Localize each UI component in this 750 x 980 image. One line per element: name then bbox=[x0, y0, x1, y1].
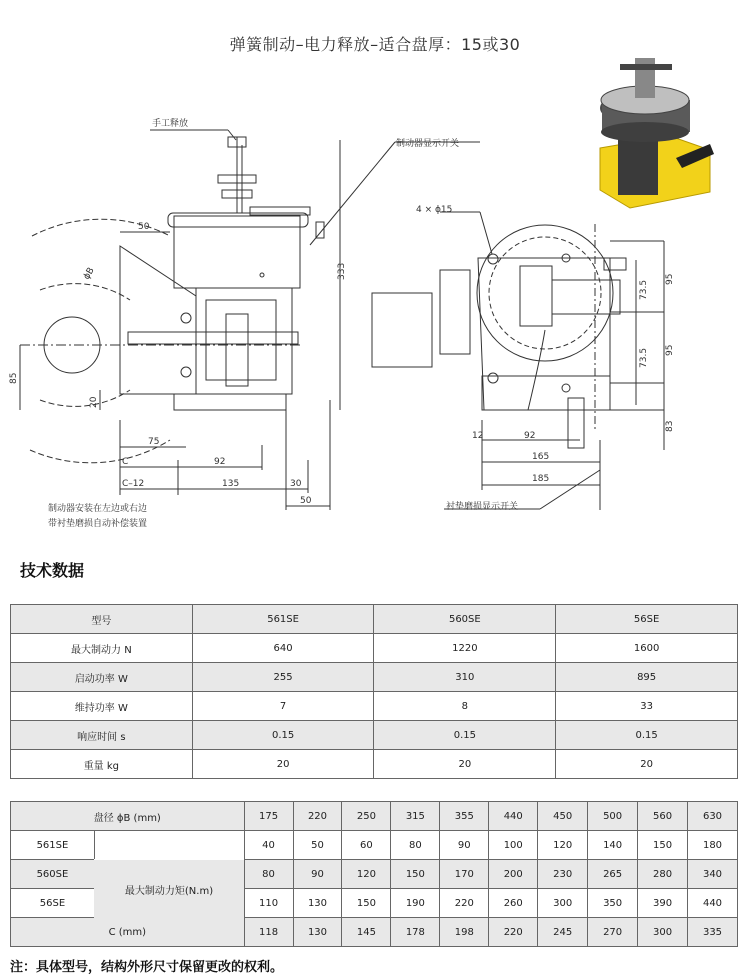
cell: 440 bbox=[688, 889, 738, 918]
dim-185: 185 bbox=[532, 474, 550, 484]
torque-label-text: 最大制动力矩(N.m) bbox=[94, 859, 244, 918]
cell: 130 bbox=[293, 918, 342, 947]
cell: 220 bbox=[293, 802, 342, 831]
cell: 20 bbox=[374, 750, 556, 779]
cell: 280 bbox=[638, 860, 688, 889]
cell: 50 bbox=[293, 831, 342, 860]
header-560se: 560SE bbox=[374, 605, 556, 634]
label-wear-switch: 衬垫磨损显示开关 bbox=[446, 502, 519, 512]
cell: 130 bbox=[293, 889, 342, 918]
cell: 175 bbox=[244, 802, 293, 831]
cell: 80 bbox=[391, 831, 440, 860]
dim-20: 20 bbox=[89, 396, 99, 408]
cell: 300 bbox=[538, 889, 588, 918]
cell: 120 bbox=[538, 831, 588, 860]
cell: 60 bbox=[342, 831, 391, 860]
cell: 310 bbox=[374, 663, 556, 692]
cell: 90 bbox=[293, 860, 342, 889]
dim-333: 333 bbox=[337, 262, 347, 280]
table-row bbox=[11, 750, 738, 779]
header-561se: 561SE bbox=[192, 605, 374, 634]
dim-85: 85 bbox=[9, 372, 19, 384]
cell: 560 bbox=[638, 802, 688, 831]
table-row bbox=[11, 721, 738, 750]
row-label: 重量 kg bbox=[11, 750, 193, 779]
cell: 230 bbox=[538, 860, 588, 889]
cell: 630 bbox=[688, 802, 738, 831]
cell: 100 bbox=[489, 831, 538, 860]
section-title: 技术数据 bbox=[20, 561, 85, 580]
cell: 245 bbox=[538, 918, 588, 947]
cell: 40 bbox=[244, 831, 293, 860]
cell: 33 bbox=[556, 692, 738, 721]
table-row bbox=[11, 918, 738, 947]
label-phi-b: ϕB bbox=[81, 265, 97, 282]
cell: 140 bbox=[588, 831, 638, 860]
cell: 145 bbox=[342, 918, 391, 947]
header-disc-diameter: 盘径 ϕB (mm) bbox=[11, 802, 245, 831]
dim-75: 75 bbox=[148, 437, 160, 447]
cell: 80 bbox=[244, 860, 293, 889]
cell: 355 bbox=[440, 802, 489, 831]
header-56se: 56SE bbox=[556, 605, 738, 634]
dim-165: 165 bbox=[532, 452, 550, 462]
cell: 335 bbox=[688, 918, 738, 947]
dim-92-left: 92 bbox=[214, 457, 226, 467]
cell: 170 bbox=[440, 860, 489, 889]
cell: 180 bbox=[688, 831, 738, 860]
model-label: 56SE bbox=[11, 889, 95, 918]
cell: 8 bbox=[374, 692, 556, 721]
cell: 0.15 bbox=[556, 721, 738, 750]
row-label: 启动功率 W bbox=[11, 663, 193, 692]
dim-c-12: C–12 bbox=[122, 479, 145, 489]
cell: 315 bbox=[391, 802, 440, 831]
cell: 120 bbox=[342, 860, 391, 889]
cell: 150 bbox=[638, 831, 688, 860]
footer-note: 注：具体型号，结构外形尺寸保留更改的权利。 bbox=[10, 960, 284, 975]
cell: 640 bbox=[192, 634, 374, 663]
cell: 190 bbox=[391, 889, 440, 918]
cell: 260 bbox=[489, 889, 538, 918]
cell: 350 bbox=[588, 889, 638, 918]
cell: 198 bbox=[440, 918, 489, 947]
dim-30: 30 bbox=[290, 479, 302, 489]
cell: 500 bbox=[588, 802, 638, 831]
cell: 0.15 bbox=[374, 721, 556, 750]
table-row bbox=[11, 663, 738, 692]
dim-50-top: 50 bbox=[138, 222, 150, 232]
table-row bbox=[11, 802, 738, 831]
cell: 390 bbox=[638, 889, 688, 918]
label-manual-release: 手工释放 bbox=[152, 119, 189, 129]
cell: 265 bbox=[588, 860, 638, 889]
dim-135: 135 bbox=[222, 479, 240, 489]
cell: 895 bbox=[556, 663, 738, 692]
cell: 7 bbox=[192, 692, 374, 721]
cell: 250 bbox=[342, 802, 391, 831]
cell: 150 bbox=[391, 860, 440, 889]
dim-95-a: 95 bbox=[665, 273, 675, 285]
c-label: C (mm) bbox=[11, 918, 245, 947]
dim-83: 83 bbox=[665, 420, 675, 432]
dim-12: 12 bbox=[472, 431, 484, 441]
cell: 1220 bbox=[374, 634, 556, 663]
dim-73-5-b: 73.5 bbox=[639, 347, 649, 368]
cell: 150 bbox=[342, 889, 391, 918]
row-label: 响应时间 s bbox=[11, 721, 193, 750]
model-label: 560SE bbox=[11, 860, 95, 889]
cell: 270 bbox=[588, 918, 638, 947]
label-holes: 4 × ϕ15 bbox=[416, 205, 453, 215]
cell: 20 bbox=[556, 750, 738, 779]
model-label: 561SE bbox=[11, 831, 95, 860]
table-row bbox=[11, 831, 738, 860]
label-brake-switch: 制动器显示开关 bbox=[396, 139, 460, 149]
header-model: 型号 bbox=[11, 605, 193, 634]
dim-50-bottom: 50 bbox=[300, 496, 312, 506]
dim-95-b: 95 bbox=[665, 344, 675, 356]
dim-c: C bbox=[122, 457, 129, 467]
cell: 20 bbox=[192, 750, 374, 779]
cell: 255 bbox=[192, 663, 374, 692]
table-row bbox=[11, 634, 738, 663]
cell: 220 bbox=[489, 918, 538, 947]
cell: 0.15 bbox=[192, 721, 374, 750]
cell: 110 bbox=[244, 889, 293, 918]
cell: 340 bbox=[688, 860, 738, 889]
dim-73-5-a: 73.5 bbox=[639, 279, 649, 300]
note-wear: 带衬垫磨损自动补偿装置 bbox=[48, 519, 148, 529]
row-label: 维持功率 W bbox=[11, 692, 193, 721]
cell: 450 bbox=[538, 802, 588, 831]
table-row bbox=[11, 692, 738, 721]
cell: 178 bbox=[391, 918, 440, 947]
cell: 300 bbox=[638, 918, 688, 947]
page-title: 弹簧制动–电力释放–适合盘厚：15或30 bbox=[229, 35, 521, 54]
brake-disc-front bbox=[477, 225, 613, 361]
note-mount: 制动器安装在左边或右边 bbox=[48, 504, 148, 514]
dim-92-right: 92 bbox=[524, 431, 536, 441]
cell: 200 bbox=[489, 860, 538, 889]
cell: 220 bbox=[440, 889, 489, 918]
cell: 118 bbox=[244, 918, 293, 947]
product-photo bbox=[590, 40, 730, 220]
row-label: 最大制动力 N bbox=[11, 634, 193, 663]
cell: 90 bbox=[440, 831, 489, 860]
table-row bbox=[11, 605, 738, 634]
spec-table bbox=[10, 604, 738, 779]
cell: 440 bbox=[489, 802, 538, 831]
cell: 1600 bbox=[556, 634, 738, 663]
